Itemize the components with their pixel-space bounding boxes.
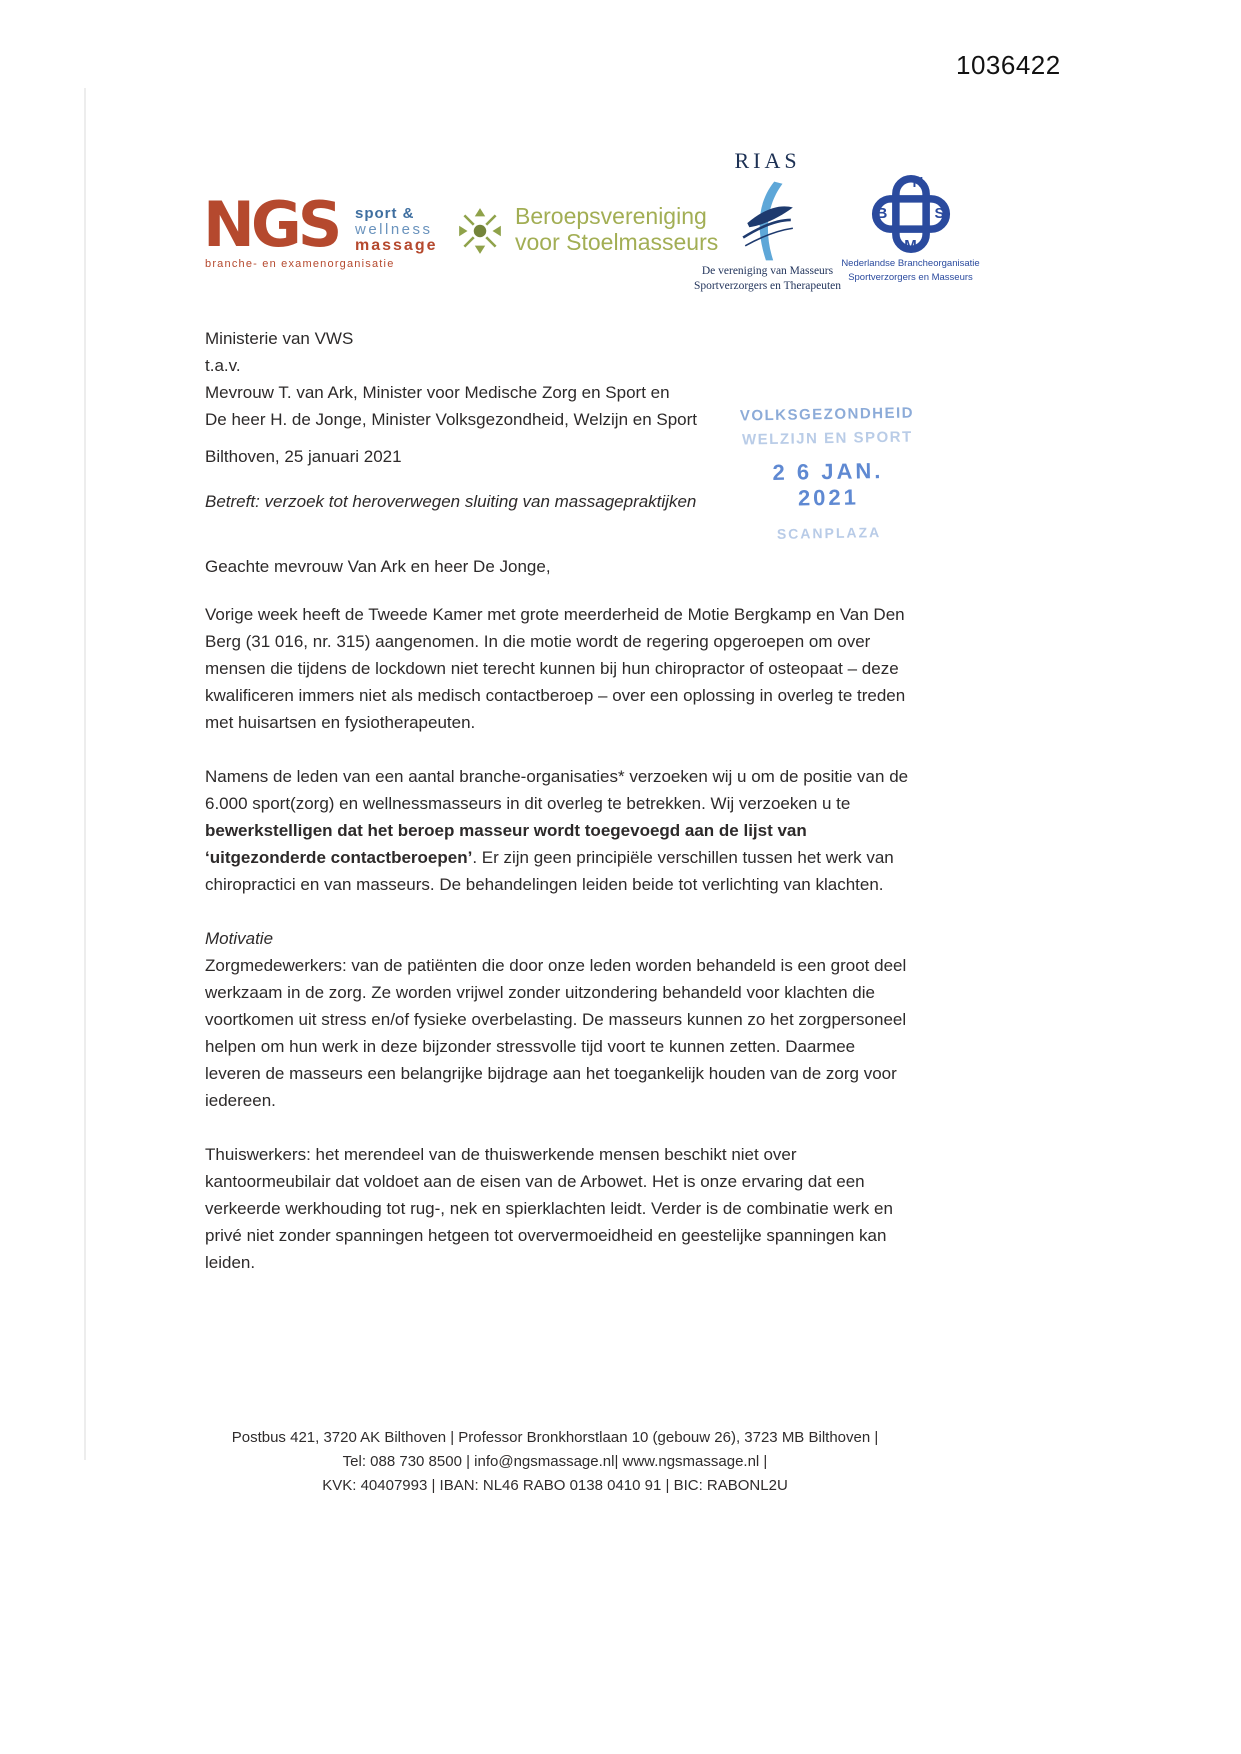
heading-motivatie: Motivatie: [205, 929, 274, 948]
nbsm-knot-icon: [869, 172, 953, 256]
ngs-word-wellness: wellness: [355, 221, 433, 238]
recipient-line-van-ark: Mevrouw T. van Ark, Minister voor Medische Zorg en Sport en: [205, 383, 670, 402]
ministry-received-stamp: [737, 404, 919, 542]
ngs-logo-acronym: NGS: [203, 188, 339, 261]
nbsm-letter-b: B: [876, 205, 888, 222]
stoelmasseurs-text-line2: voor Stoelmasseurs: [515, 229, 719, 255]
ngs-word-sport: sport &: [355, 205, 415, 222]
recipient-line-attn: t.a.v.: [205, 356, 241, 375]
paragraph-verzoek-pre: Namens de leden van een aantal branche-organisaties* verzoeken wij u om de positie van de 6.000 sport(zorg) en wellnessmasseurs in dit overleg te betrekken. Wij verzoeken u te: [205, 767, 909, 813]
paragraph-zorgmedewerkers: Zorgmedewerkers: van de patiënten die door onze leden worden behandeld is een groot deel werkzaam in de zorg. Ze worden vrijwel zonder uitzondering behandeld voor klachten die voortkomen uit stress en/of fysieke overbelasting. De masseurs kunnen zo het zorgpersoneel helpen om hun werk in deze bijzonder stressvolle tijd voort te kunnen zetten. Daarmee leveren de masseurs een belangrijke bijdrage aan het toegankelijk houden van de zorg voor iedereen.: [205, 956, 907, 1110]
letter-dateline: Bilthoven, 25 januari 2021: [205, 447, 402, 466]
stamp-scanplaza: SCANPLAZA: [776, 524, 882, 542]
stamp-date: 2 6 JAN. 2021: [772, 458, 884, 511]
nbsm-logo: [838, 172, 983, 284]
letter-body: [205, 601, 911, 1303]
footer-registration-line: KVK: 40407993 | IBAN: NL46 RABO 0138 0410 91 | BIC: RABONL2U: [322, 1477, 788, 1494]
rias-logo: [685, 148, 850, 294]
nbsm-caption-line2: Sportverzorgers en Masseurs: [848, 272, 973, 283]
footer-contact-line: Tel: 088 730 8500 | info@ngsmassage.nl| www.ngsmassage.nl |: [342, 1453, 768, 1470]
rias-caption-line1: De vereniging van Masseurs: [701, 265, 834, 277]
rias-logo-name: RIAS: [734, 148, 801, 173]
paragraph-verzoek-post: . Er zijn geen principiële verschillen tussen het werk van chiropractici en van masseurs. De behandelingen leiden beide tot verlichting van klachten.: [205, 848, 894, 894]
scan-reference-number: 1036422: [956, 50, 1061, 80]
ngs-logo-tagline: branche- en examenorganisatie: [205, 258, 395, 270]
nbsm-letter-s: S: [934, 205, 945, 222]
ngs-word-massage: massage: [355, 237, 438, 254]
stamp-ministry-line1: VOLKSGEZONDHEID: [739, 404, 915, 425]
rias-caption-line2: Sportverzorgers en Therapeuten: [693, 280, 842, 292]
stoelmasseurs-text-line1: Beroepsvereniging: [515, 203, 707, 229]
letter-footer: [150, 1426, 960, 1498]
stamp-ministry-line2: WELZIJN EN SPORT: [741, 428, 913, 449]
paragraph-verzoek: [205, 763, 911, 898]
ngs-logo-words: [355, 206, 438, 254]
nbsm-letter-n: N: [912, 174, 924, 191]
stoelmasseurs-compass-icon: [455, 205, 505, 262]
ngs-logo: [203, 188, 453, 280]
letter-subject-line: Betreft: verzoek tot heroverwegen sluiting van massagepraktijken: [205, 492, 697, 511]
paragraph-verzoek-bold: bewerkstelligen dat het beroep masseur wordt toegevoegd aan de lijst van ‘uitgezonderde contactberoepen’: [205, 821, 807, 867]
recipient-address-block: [205, 325, 697, 433]
recipient-line-ministry: Ministerie van VWS: [205, 329, 354, 348]
nbsm-caption-line1: Nederlandse Brancheorganisatie: [841, 258, 980, 269]
letter-salutation: Geachte mevrouw Van Ark en heer De Jonge,: [205, 557, 551, 576]
rias-swoosh-icon: [739, 178, 797, 264]
nbsm-letter-m: M: [904, 237, 917, 254]
footer-address-line: Postbus 421, 3720 AK Bilthoven | Professor Bronkhorstlaan 10 (gebouw 26), 3723 MB Bilthoven |: [231, 1429, 879, 1446]
recipient-line-de-jonge: De heer H. de Jonge, Minister Volksgezondheid, Welzijn en Sport: [205, 410, 698, 429]
scan-edge-artifact: [84, 88, 86, 1460]
paragraph-thuiswerkers: Thuiswerkers: het merendeel van de thuiswerkende mensen beschikt niet over kantoormeubilair dat voldoet aan de eisen van de Arbowet. Het is onze ervaring dat een verkeerde werkhouding tot rug-, nek en spierklachten leidt. Verder is de combinatie werk en privé niet zonder spanningen hetgeen tot oververmoeidheid en geestelijke spanningen kan leiden.: [205, 1145, 893, 1272]
paragraph-motie: Vorige week heeft de Tweede Kamer met grote meerderheid de Motie Bergkamp en Van Den Berg (31 016, nr. 315) aangenomen. In die motie wordt de regering opgeroepen om over mensen die tijdens de lockdown niet terecht kunnen bij hun chiropractor of osteopaat – deze kwalificeren immers niet als medisch contactberoep – over een oplossing in overleg te treden met huisartsen en fysiotherapeuten.: [205, 605, 906, 732]
